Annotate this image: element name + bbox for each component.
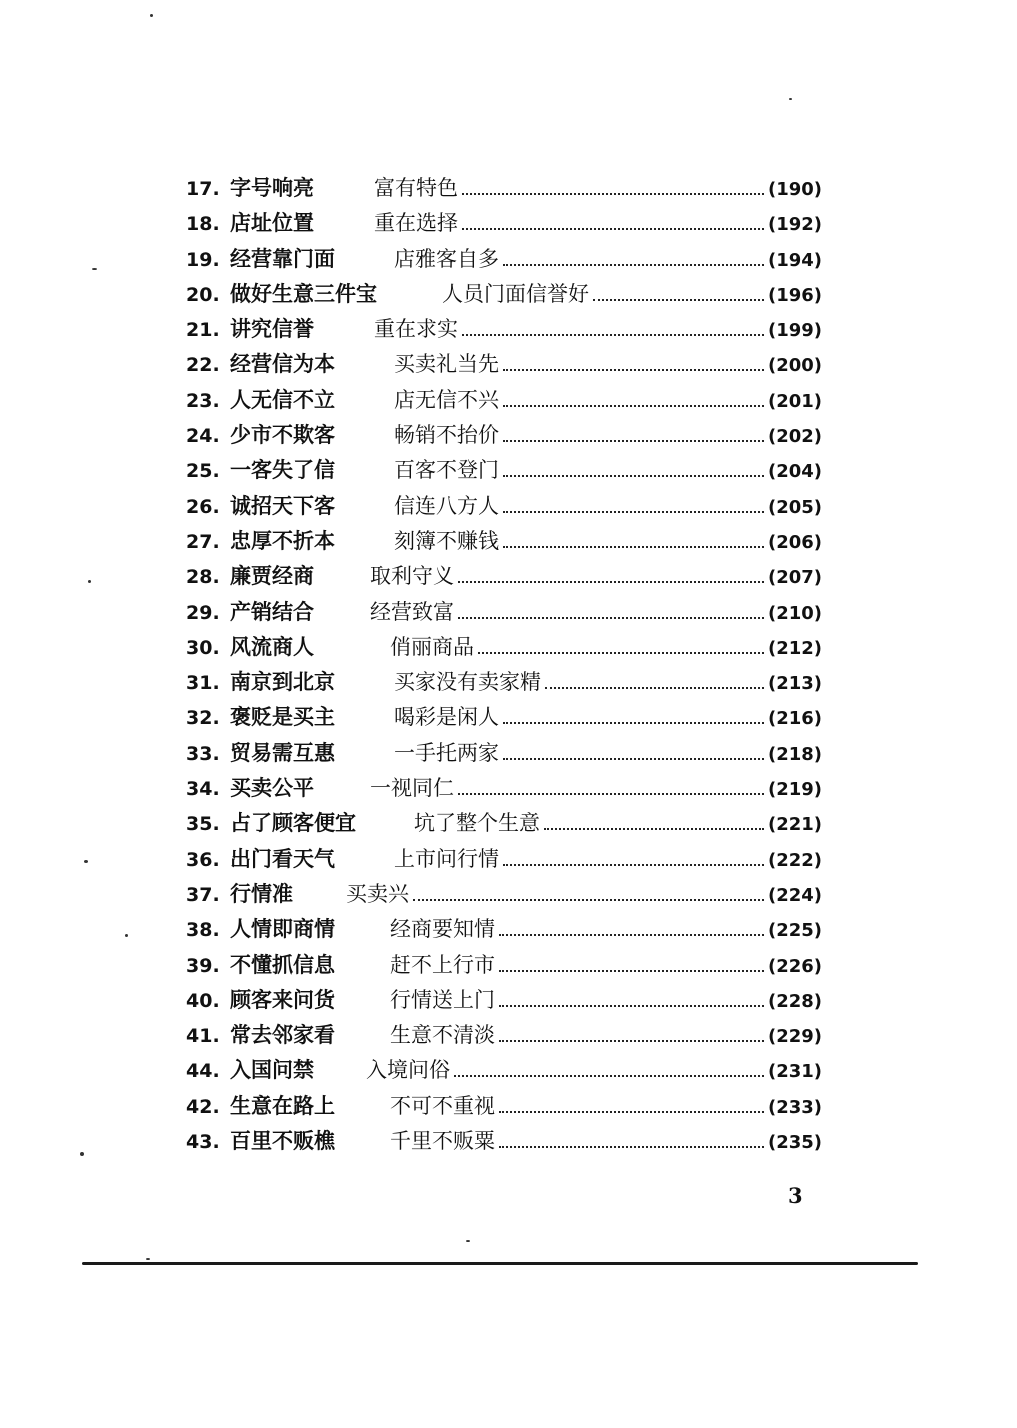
toc-entry: [186, 878, 822, 913]
entry-page: (194): [767, 249, 822, 271]
entry-title: 贸易需互惠: [230, 740, 335, 765]
entry-subtitle: 重在求实: [374, 317, 458, 342]
toc-entry: [186, 384, 822, 419]
entry-page: (196): [767, 284, 822, 306]
entry-title: 出门看天气: [230, 846, 335, 871]
entry-page: (224): [767, 884, 822, 906]
scan-speck: [789, 98, 792, 100]
dot-leader: [503, 511, 764, 513]
entry-subtitle: 千里不贩粟: [390, 1129, 495, 1154]
dot-leader: [462, 193, 764, 195]
entry-number: 43.: [186, 1131, 220, 1154]
toc-entry: [186, 984, 822, 1019]
entry-page: (233): [767, 1096, 822, 1118]
toc-entry: [186, 843, 822, 878]
entry-page: (222): [767, 849, 822, 871]
entry-number: 20.: [186, 283, 220, 306]
toc-entry: [186, 772, 822, 807]
dot-leader: [499, 934, 764, 936]
dot-leader: [499, 1146, 764, 1148]
entry-title: 南京到北京: [230, 670, 335, 695]
dot-leader: [503, 440, 764, 442]
entry-subtitle: 人员门面信誉好: [442, 281, 589, 306]
entry-number: 17.: [186, 178, 220, 200]
dot-leader: [458, 581, 764, 583]
entry-subtitle: 经商要知情: [390, 917, 495, 942]
entry-page: (202): [767, 426, 822, 448]
toc-entry: [186, 666, 822, 701]
entry-subtitle: 上市问行情: [394, 846, 499, 871]
dot-leader: [478, 652, 764, 654]
entry-title: 廉贾经商: [230, 564, 314, 589]
toc-entry: [186, 596, 822, 631]
entry-number: 35.: [186, 813, 220, 836]
entry-title: 诚招天下客: [230, 493, 335, 518]
entry-title: 人无信不立: [230, 387, 335, 412]
entry-page: (204): [767, 461, 822, 483]
entry-subtitle: 行情送上门: [390, 987, 495, 1012]
entry-number: 23.: [186, 389, 220, 412]
toc-entry: [186, 1019, 822, 1054]
toc-entry: [186, 207, 822, 242]
entry-title: 经营靠门面: [230, 246, 335, 271]
entry-page: (218): [767, 743, 822, 765]
toc-entry: [186, 313, 822, 348]
entry-subtitle: 取利守义: [370, 564, 454, 589]
entry-page: (221): [767, 814, 822, 836]
entry-subtitle: 买卖兴: [346, 881, 409, 906]
scan-speck: [84, 860, 88, 863]
entry-page: (235): [767, 1132, 822, 1154]
entry-title: 做好生意三件宝: [230, 281, 377, 306]
dot-leader: [545, 687, 764, 689]
entry-subtitle: 坑了整个生意: [414, 811, 540, 836]
entry-title: 店址位置: [230, 211, 314, 236]
toc-entry: [186, 454, 822, 489]
toc-entry: [186, 1054, 822, 1089]
dot-leader: [458, 617, 764, 619]
entry-subtitle: 信连八方人: [394, 493, 499, 518]
entry-page: (216): [767, 708, 822, 730]
entry-page: (206): [767, 531, 822, 553]
scan-speck: [466, 1240, 470, 1242]
entry-subtitle: 一视同仁: [370, 776, 454, 801]
entry-subtitle: 重在选择: [374, 211, 458, 236]
dot-leader: [503, 264, 764, 266]
dot-leader: [462, 228, 764, 230]
entry-number: 40.: [186, 989, 220, 1012]
entry-number: 26.: [186, 495, 220, 518]
dot-leader: [503, 864, 764, 866]
toc-entry: [186, 490, 822, 525]
entry-page: (210): [767, 602, 822, 624]
toc-entry: [186, 419, 822, 454]
entry-number: 29.: [186, 601, 220, 624]
page-number: 3: [788, 1183, 803, 1208]
toc-entry: [186, 737, 822, 772]
bottom-rule: [82, 1262, 918, 1265]
entry-title: 不懂抓信息: [230, 952, 335, 977]
entry-subtitle: 百客不登门: [394, 458, 499, 483]
dot-leader: [503, 722, 764, 724]
entry-number: 32.: [186, 707, 220, 730]
entry-number: 31.: [186, 672, 220, 695]
entry-number: 38.: [186, 919, 220, 942]
entry-number: 34.: [186, 778, 220, 801]
entry-title: 顾客来问货: [230, 987, 335, 1012]
entry-title: 产销结合: [230, 599, 314, 624]
dot-leader: [454, 1075, 764, 1077]
entry-number: 42.: [186, 1095, 220, 1118]
scan-speck: [125, 934, 128, 937]
entry-subtitle: 刻簿不赚钱: [394, 528, 499, 553]
entry-number: 44.: [186, 1060, 220, 1083]
dot-leader: [503, 546, 764, 548]
entry-page: (199): [767, 320, 822, 342]
entry-page: (231): [767, 1061, 822, 1083]
toc-entry: [186, 243, 822, 278]
toc-entry: [186, 631, 822, 666]
entry-subtitle: 店无信不兴: [394, 387, 499, 412]
entry-page: (212): [767, 637, 822, 659]
toc-entry: [186, 348, 822, 383]
toc-entry: [186, 807, 822, 842]
dot-leader: [503, 405, 764, 407]
entry-page: (225): [767, 920, 822, 942]
entry-subtitle: 畅销不抬价: [394, 423, 499, 448]
entry-subtitle: 生意不清淡: [390, 1023, 495, 1048]
toc-entry: [186, 172, 822, 207]
dot-leader: [593, 299, 764, 301]
entry-number: 33.: [186, 742, 220, 765]
entry-page: (201): [767, 390, 822, 412]
entry-subtitle: 经营致富: [370, 599, 454, 624]
entry-subtitle: 买家没有卖家精: [394, 670, 541, 695]
entry-number: 27.: [186, 530, 220, 553]
entry-number: 18.: [186, 213, 220, 236]
entry-number: 39.: [186, 954, 220, 977]
entry-title: 一客失了信: [230, 458, 335, 483]
entry-subtitle: 不可不重视: [390, 1093, 495, 1118]
toc-entry: [186, 949, 822, 984]
entry-number: 19.: [186, 248, 220, 271]
entry-subtitle: 喝彩是闲人: [394, 705, 499, 730]
entry-title: 褒贬是买主: [230, 705, 335, 730]
entry-page: (229): [767, 1026, 822, 1048]
table-of-contents: [186, 172, 822, 1160]
entry-title: 忠厚不折本: [230, 528, 335, 553]
entry-page: (226): [767, 955, 822, 977]
entry-title: 人情即商情: [230, 917, 335, 942]
dot-leader: [413, 899, 764, 901]
entry-title: 生意在路上: [230, 1093, 335, 1118]
scan-speck: [146, 1258, 150, 1260]
entry-number: 21.: [186, 319, 220, 342]
dot-leader: [503, 369, 764, 371]
entry-page: (200): [767, 355, 822, 377]
toc-entry: [186, 1125, 822, 1160]
scan-speck: [92, 268, 97, 270]
entry-title: 买卖公平: [230, 776, 314, 801]
scan-speck: [88, 580, 91, 583]
entry-title: 少市不欺客: [230, 423, 335, 448]
entry-page: (192): [767, 214, 822, 236]
entry-title: 常去邻家看: [230, 1023, 335, 1048]
dot-leader: [544, 828, 764, 830]
toc-entry: [186, 701, 822, 736]
dot-leader: [499, 1005, 764, 1007]
entry-subtitle: 买卖礼当先: [394, 352, 499, 377]
entry-subtitle: 俏丽商品: [390, 634, 474, 659]
dot-leader: [503, 475, 764, 477]
entry-title: 字号响亮: [230, 176, 314, 200]
toc-entry: [186, 1090, 822, 1125]
dot-leader: [499, 970, 764, 972]
entry-title: 讲究信誉: [230, 317, 314, 342]
scan-speck: [150, 14, 153, 17]
entry-page: (219): [767, 779, 822, 801]
entry-number: 36.: [186, 848, 220, 871]
entry-page: (207): [767, 567, 822, 589]
entry-title: 入国问禁: [230, 1058, 314, 1083]
entry-number: 25.: [186, 460, 220, 483]
entry-title: 行情准: [230, 881, 293, 906]
entry-title: 经营信为本: [230, 352, 335, 377]
entry-title: 百里不贩樵: [230, 1129, 335, 1154]
entry-subtitle: 一手托两家: [394, 740, 499, 765]
entry-number: 37.: [186, 883, 220, 906]
toc-entry: [186, 560, 822, 595]
scan-speck: [80, 1152, 84, 1156]
toc-entry: [186, 525, 822, 560]
entry-subtitle: 店雅客自多: [394, 246, 499, 271]
entry-number: 28.: [186, 566, 220, 589]
dot-leader: [503, 758, 764, 760]
dot-leader: [458, 793, 764, 795]
entry-page: (205): [767, 496, 822, 518]
entry-subtitle: 赶不上行市: [390, 952, 495, 977]
entry-number: 41.: [186, 1025, 220, 1048]
entry-title: 风流商人: [230, 634, 314, 659]
toc-entry: [186, 278, 822, 313]
entry-page: (213): [767, 673, 822, 695]
dot-leader: [499, 1111, 764, 1113]
entry-title: 占了顾客便宜: [230, 811, 356, 836]
dot-leader: [499, 1040, 764, 1042]
entry-subtitle: 入境问俗: [366, 1058, 450, 1083]
entry-page: (228): [767, 990, 822, 1012]
entry-page: (190): [767, 179, 822, 200]
entry-number: 30.: [186, 636, 220, 659]
entry-number: 24.: [186, 425, 220, 448]
dot-leader: [462, 334, 764, 336]
toc-entry: [186, 913, 822, 948]
entry-number: 22.: [186, 354, 220, 377]
entry-subtitle: 富有特色: [374, 176, 458, 200]
